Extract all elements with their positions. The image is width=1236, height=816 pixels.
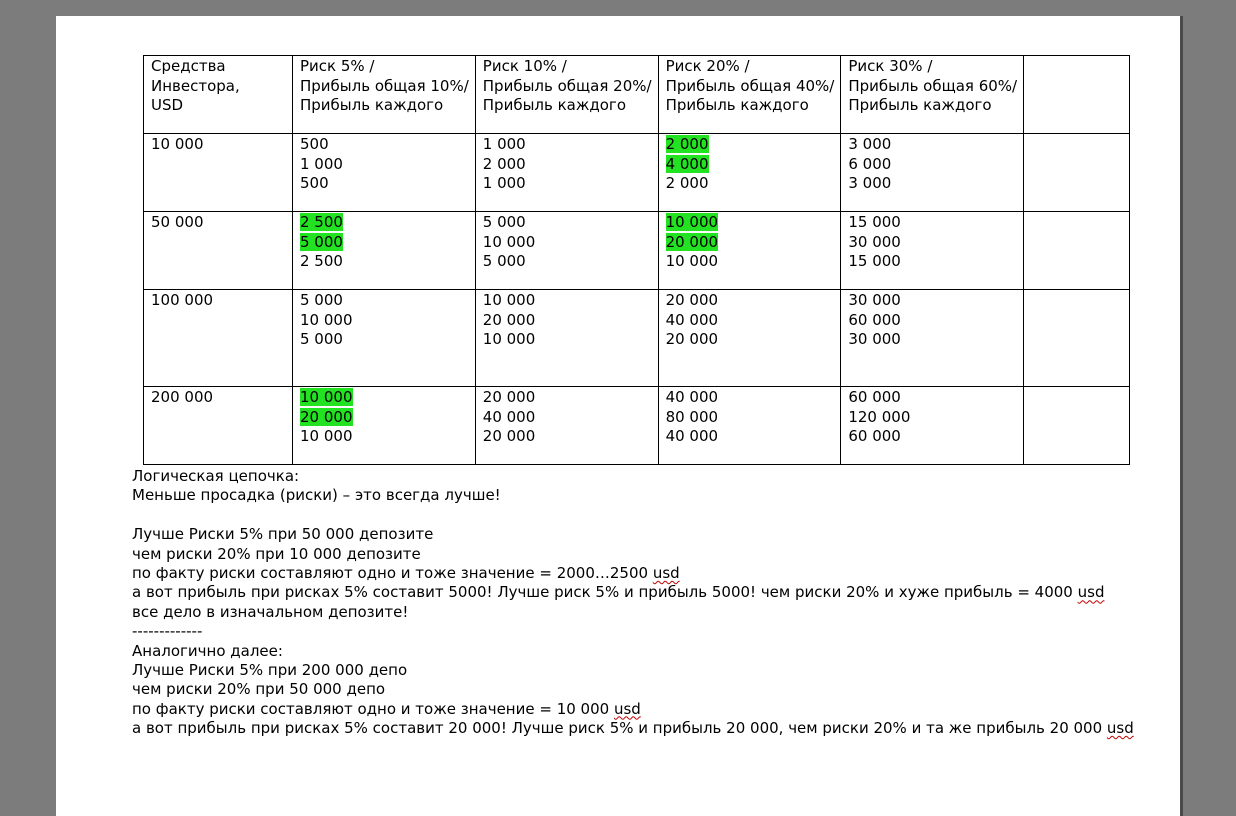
cell-value: 500 [300,135,329,153]
highlighted-value: 4 000 [665,154,709,173]
cell-value: 40 000 [665,388,719,406]
cell-value: 1 000 [482,174,526,192]
cell-value: 40 000 [665,427,719,445]
empty-cell [1024,212,1130,290]
cell-value: 3 000 [848,135,892,153]
cell-value: 10 000 [482,232,536,251]
table-row [144,134,1130,212]
header-cell-risk-10: Риск 10% / Прибыль общая 20%/ Прибыль каждого [475,56,658,134]
value-cell [293,290,476,387]
cell-value: 10 000 [665,252,719,270]
document-page [56,16,1180,816]
note-line: Логическая цепочка: [132,467,300,485]
capital-cell: 200 000 [144,387,293,465]
highlighted-value: 20 000 [300,407,353,426]
risk-profit-table [143,55,1130,465]
capital-cell: 50 000 [144,212,293,290]
cell-value: 15 000 [848,252,901,270]
empty-cell [1024,290,1130,387]
note-line: все дело в изначальном депозите! [132,602,409,621]
table-row [144,290,1130,387]
highlighted-value: 10 000 [300,388,353,406]
highlighted-value: 2 000 [665,135,709,153]
value-cell [841,290,1024,387]
header-cell-empty [1024,56,1130,134]
spellcheck-underline: usd [613,699,641,718]
value-cell [293,387,476,465]
cell-value: 1 000 [482,135,526,153]
capital-cell: 10 000 [144,134,293,212]
cell-value: 80 000 [665,407,719,426]
cell-value: 500 [300,174,329,192]
note-line: ------------- [132,622,203,641]
spellcheck-underline: usd [1106,719,1134,738]
note-line: по факту риски составляют одно и тоже значение = 10 000 usd [132,699,641,718]
spellcheck-underline: usd [652,563,680,582]
table-row [144,212,1130,290]
highlighted-value: 10 000 [665,213,719,231]
cell-value: 30 000 [848,232,901,251]
empty-cell [1024,387,1130,465]
value-cell [293,212,476,290]
cell-value: 10 000 [482,330,536,348]
cell-value: 60 000 [848,427,901,445]
note-line: чем риски 20% при 50 000 депо [132,680,386,699]
value-cell [841,387,1024,465]
cell-value: 5 000 [300,330,343,348]
note-line: Меньше просадка (риски) – это всегда лучше! [132,486,501,505]
header-cell-capital: Средства Инвестора, USD [144,56,293,134]
cell-value: 1 000 [300,154,343,173]
notes-text [132,467,1134,738]
cell-value: 40 000 [665,310,719,329]
value-cell [841,134,1024,212]
note-line: по факту риски составляют одно и тоже значение = 2000…2500 usd [132,563,680,582]
cell-value: 20 000 [482,427,536,445]
value-cell [475,212,658,290]
value-cell [658,290,841,387]
value-cell [293,134,476,212]
note-line: а вот прибыль при рисках 5% составит 20 000! Лучше риск 5% и прибыль 20 000, чем риски 20% и та же прибыль 20 000 usd [132,719,1134,738]
value-cell [658,134,841,212]
note-line: Аналогично далее: [132,641,283,660]
cell-value: 10 000 [300,427,353,445]
cell-value: 60 000 [848,310,901,329]
table-row [144,387,1130,465]
value-cell [475,290,658,387]
cell-value: 30 000 [848,291,901,309]
cell-value: 20 000 [665,330,719,348]
value-cell [658,387,841,465]
header-cell-risk-30: Риск 30% / Прибыль общая 60%/ Прибыль каждого [841,56,1024,134]
highlighted-value: 2 500 [300,213,343,231]
cell-value: 15 000 [848,213,901,231]
cell-value: 5 000 [300,291,343,309]
spellcheck-underline: usd [1077,583,1105,602]
cell-value: 10 000 [482,291,536,309]
cell-value: 120 000 [848,407,911,426]
cell-value: 40 000 [482,407,536,426]
highlighted-value: 5 000 [300,232,343,251]
highlighted-value: 20 000 [665,232,719,251]
cell-value: 2 000 [665,174,709,192]
value-cell [475,387,658,465]
cell-value: 5 000 [482,252,526,270]
cell-value: 20 000 [665,291,719,309]
note-line: Лучше Риски 5% при 50 000 депозите [132,525,434,544]
value-cell [658,212,841,290]
cell-value: 2 500 [300,252,343,270]
cell-value: 10 000 [300,310,353,329]
cell-value: 3 000 [848,174,892,192]
capital-cell: 100 000 [144,290,293,387]
cell-value: 2 000 [482,154,526,173]
header-cell-risk-20: Риск 20% / Прибыль общая 40%/ Прибыль каждого [658,56,841,134]
cell-value: 20 000 [482,310,536,329]
cell-value: 30 000 [848,330,901,348]
note-line: а вот прибыль при рисках 5% составит 5000! Лучше риск 5% и прибыль 5000! чем риски 20% и хуже прибыль = 4000 usd [132,583,1105,602]
table-header-row [144,56,1130,134]
cell-value: 60 000 [848,388,901,406]
note-line: чем риски 20% при 10 000 депозите [132,544,421,563]
note-line [132,506,1134,525]
cell-value: 5 000 [482,213,526,231]
header-cell-risk-5: Риск 5% / Прибыль общая 10%/ Прибыль каждого [293,56,476,134]
note-line: Лучше Риски 5% при 200 000 депо [132,660,408,679]
value-cell [475,134,658,212]
value-cell [841,212,1024,290]
cell-value: 20 000 [482,388,536,406]
cell-value: 6 000 [848,154,892,173]
empty-cell [1024,134,1130,212]
